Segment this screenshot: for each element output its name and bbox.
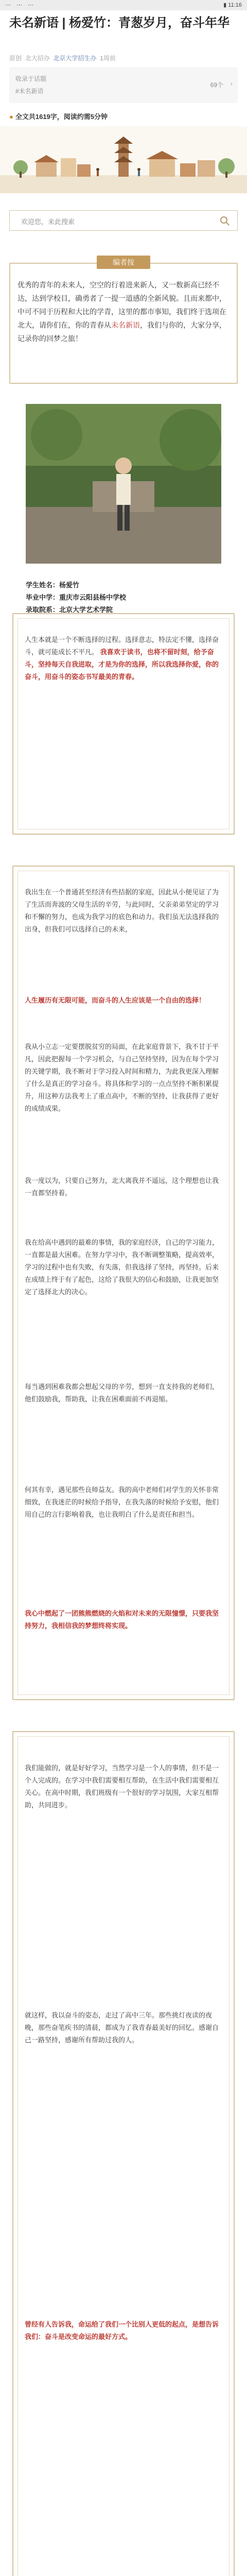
author-name: 学生姓名：杨爱竹 bbox=[26, 581, 80, 589]
read-time-text: 全文共1619字，阅读约需5分钟 bbox=[15, 113, 108, 121]
chapter-1-highlight: 我喜欢于读书，也将不留时刻，给予奋斗，坚持每天自我进取，才是为你的选择，所以我选择你爱， bbox=[25, 648, 214, 668]
author-school: 毕业中学：重庆市云阳县杨中学校 bbox=[26, 594, 127, 601]
meta-tag: 原创 bbox=[9, 55, 22, 62]
student-photo bbox=[26, 404, 221, 564]
article-title: 未名新语 | 杨爱竹：青葱岁月，奋斗年华 bbox=[9, 16, 230, 30]
article-meta bbox=[9, 54, 116, 62]
chapter-2-para-1: 我出生在一个普通甚至经济有些拮据的家庭，因此从小便见证了为了生活而奔波的父母生活的辛劳，与此同时，父亲弟弟坚定的学习和不懈的努力，也成为我学习的底色和动力。我们虽无法选择我的出身，但我们可以选择自己的未来， bbox=[25, 888, 219, 933]
topic-card-count: 69个 bbox=[210, 81, 223, 89]
chapter-2-para-2: 我从小立志一定要摆脱贫穷的局面，在此家庭背景下，我不甘于平凡，因此把握每一个学习机会，与自己坚持坚持，因为在每个学习的关键学期，我不断对于学习投入时间和精力，为此我更深入理解了什么是真正的学习奋斗。将具体和学习的一点点坚持不断积累提升，用这种方法我考上了重点高中，不断的坚持，让我获得了更好的成绩成果。 bbox=[25, 1043, 219, 1112]
chapter-3-para-2: 就这样，我以奋斗的姿态，走过了高中三年。那些挑灯夜读的夜晚，那些奋笔疾书的清晨，都成为了我青春最美好的回忆。感谢自己一路坚持，感谢所有帮助过我的人。 bbox=[25, 2011, 219, 2044]
chapter-2-para-6: 何其有幸，遇见那些良师益友。我的高中老师们对学生的关怀非常细致，在我迷茫的时候给予指导，在我失落的时候给予安慰，他们用自己的言行影响着我，也让我明白了什么是责任和担当。 bbox=[25, 1486, 219, 1518]
chapter-3-frame bbox=[12, 1731, 235, 2576]
campus-banner-illustration bbox=[0, 126, 247, 193]
meta-date: 1周前 bbox=[100, 55, 116, 62]
editor-note-text bbox=[17, 278, 230, 345]
read-time bbox=[9, 111, 108, 121]
search-box[interactable] bbox=[9, 210, 238, 231]
status-right: ▮ 11:16 bbox=[223, 2, 242, 8]
author-department: 录取院系：北京大学艺术学院 bbox=[26, 606, 113, 614]
author-info bbox=[26, 579, 126, 616]
chapter-3-highlight-1: 曾经有人告诉我，命运给了我们一个比别人更低的起点，是想告诉我们：奋斗是改变命运的最好方式。 bbox=[25, 2320, 219, 2341]
chapter-2-para-3: 我一度以为，只要自己努力，北大离我并不遥远，这个理想也让我一直都坚持着。 bbox=[25, 1177, 219, 1197]
status-left: ⋯ ⋯ ⋯ bbox=[5, 2, 36, 8]
search-icon[interactable] bbox=[220, 216, 230, 226]
editor-note-body-1: 优秀的青年的未来人，空空的行着进来新人，又一数新高已经不达，达到学校目，确勇者了一提一道感的全新风貌。且而来都中，中可不同于历程和大比的学青，这里的都市事知，我们终于选项在北大，请你们在，你的青春从 bbox=[17, 281, 226, 329]
chapter-2-para-5: 每当遇到困难我都会想起父母的辛劳，想到一直支持我的老师们，他们鼓励我，帮助我，让我在困难面前不再退缩。 bbox=[25, 1383, 219, 1403]
topic-card[interactable] bbox=[9, 67, 238, 103]
chapter-2-highlight-2: 我心中燃起了一团熊熊燃烧的火焰和对未来的无限憧憬，只要我坚持努力，我相信我的梦想终将实现。 bbox=[25, 1609, 219, 1630]
chapter-2-para-4: 我在给高中遇到的最难的事情，我的家庭经济，自己的学习能力，一直都是最大困难。在努力学习中，我不断调整策略，提高效率，学习的过程中也有失败，有失落，但我选择了坚持，再坚持。后来在成绩上终于有了起色，这给了我很大的信心和鼓励，让我更加坚定了选择北大的决心。 bbox=[25, 1239, 219, 1296]
chapter-3-para-1: 我们能做的，就是好好学习，当然学习是一个人的事情，但不是一个人完成的。在学习中我们需要相互帮助，在生活中我们需要相互关心。在高中时期，我们班级有一个很好的学习氛围，大家互相帮助，共同进步。 bbox=[25, 1764, 219, 1809]
status-bar bbox=[0, 0, 247, 10]
editor-note-badge: 编者按 bbox=[97, 256, 150, 269]
chevron-right-icon: › bbox=[230, 79, 233, 88]
chapter-2-highlight-1: 人生履历有无限可能，而奋斗的人生应该是一个自由的选择！ bbox=[25, 996, 206, 1004]
meta-account-link[interactable]: 北京大学招生办 bbox=[53, 55, 97, 62]
editor-note-body-2: ，我们与你的，大家分享，记录你的回梦之旅！ bbox=[17, 321, 226, 343]
editor-note-highlight: 未名新语 bbox=[111, 321, 140, 329]
read-time-dot-icon: ● bbox=[9, 113, 13, 121]
chapter-1-para bbox=[25, 634, 222, 683]
chapter-1-highlight-2: 你的奋斗，用奋斗的姿态书写最美的青春。 bbox=[25, 660, 219, 681]
chapter-3-inner bbox=[17, 1736, 230, 2576]
chapter-1-text: 人生本就是一个不断选择的过程。选择意志，特法定不懂，选择奋斗，就可能成长不平凡。 bbox=[25, 636, 219, 656]
search-placeholder: 欢迎您，来此搜索 bbox=[21, 218, 75, 226]
topic-card-hashtag[interactable]: #未名新语 bbox=[15, 88, 44, 95]
meta-author: 北大招办 bbox=[25, 55, 50, 62]
topic-card-label: 收录于话题 bbox=[15, 75, 47, 82]
